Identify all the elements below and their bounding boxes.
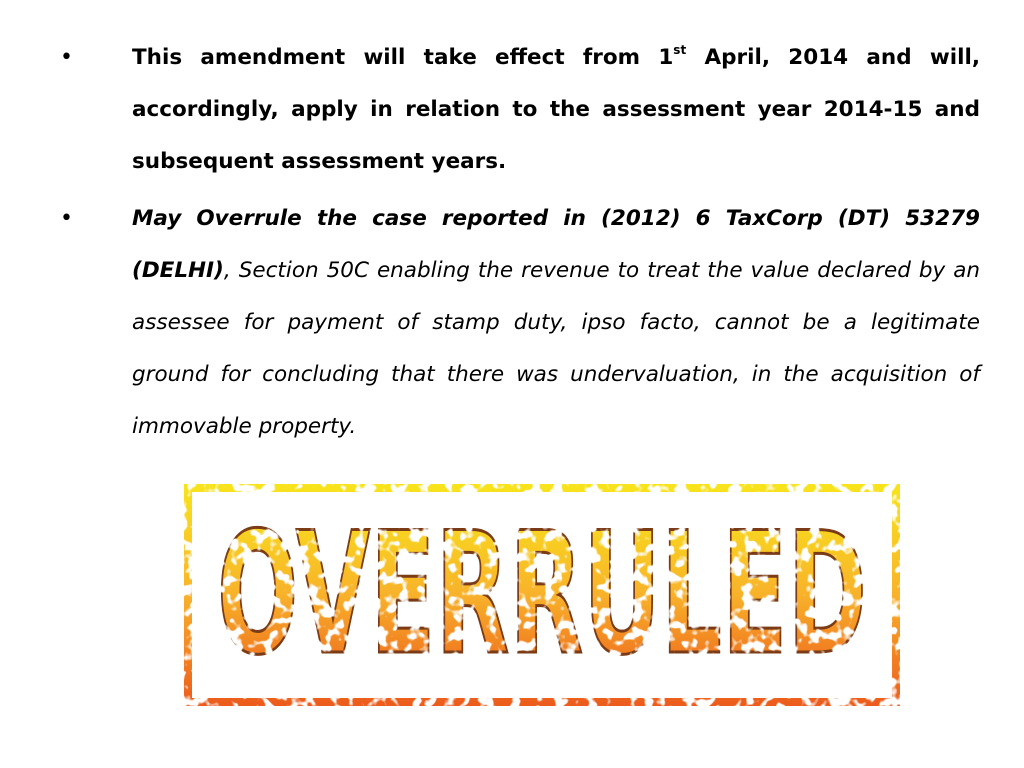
case-reference: May Overrule the case reported in (2012) 6 TaxCorp (DT) 53279 (DELHI) bbox=[132, 206, 980, 283]
amendment-text-end: April, 2014 and will, accordingly, apply in relation to the assessment year 2014-15 and subsequent assessment years. bbox=[132, 45, 980, 174]
ordinal-superscript: st bbox=[673, 43, 687, 57]
bullet-text-case bbox=[132, 193, 980, 453]
bullet-text-amendment bbox=[132, 32, 980, 188]
stamp-text: OVERRULED bbox=[217, 496, 867, 692]
amendment-text-start: This amendment will take effect from 1 bbox=[132, 45, 674, 70]
bullet-dot: • bbox=[60, 45, 73, 70]
case-description: , Section 50C enabling the revenue to treat the value declared by an assessee for payment of stamp duty, ipso facto, cannot be a legitimate ground for concluding that there was undervaluation, in the acquisition of immovable property. bbox=[132, 258, 980, 439]
overruled-stamp-graphic bbox=[176, 474, 908, 714]
overruled-stamp bbox=[176, 474, 908, 714]
bullet-dot: • bbox=[60, 206, 73, 231]
